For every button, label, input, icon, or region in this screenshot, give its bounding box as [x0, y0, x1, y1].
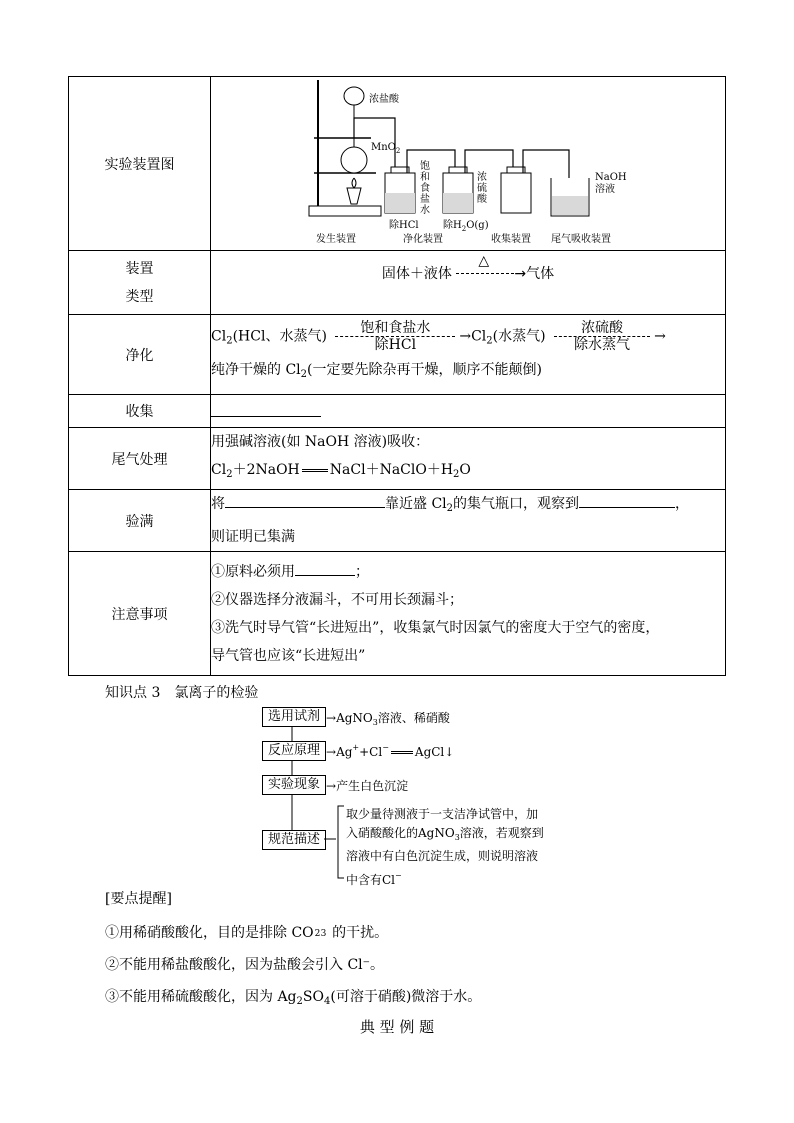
row-label-purify: 净化 [69, 315, 211, 395]
device-type-equation: 固体＋液体 △ →气体 [381, 253, 555, 282]
flow-phenomenon-text: →产生白色沉淀 [326, 779, 409, 793]
svg-text:酸: 酸 [477, 193, 487, 205]
apparatus-diagram [211, 78, 721, 250]
device-type-cell [211, 251, 726, 315]
svg-text:发生装置: 发生装置 [316, 233, 356, 245]
chlorine-prep-table [68, 76, 726, 676]
flow-description-text: 取少量待测液于一支洁净试管中，加 入硝酸酸化的AgNO$_3$溶液，若观察到 溶液中有白色沉淀生成，则说明溶液 中含有Cl− [346, 807, 544, 887]
flow-box-reaction: 反应原理 [262, 741, 326, 761]
row-label-apparatus: 实验装置图 [69, 77, 211, 251]
row-label-device-type: 装置 类型 [69, 251, 211, 315]
tail-cell: 用强碱溶液(如 NaOH 溶液)吸收： $Cl_2+2NaOH$ $NaCl+NaClO+H_2O$ [211, 428, 726, 490]
collect-cell [211, 395, 726, 428]
svg-text:除H2O(g): 除$H_2O(g)$ [443, 219, 489, 233]
row-label-check: 验满 [69, 490, 211, 552]
svg-text:收集装置: 收集装置 [491, 233, 531, 245]
flow-box-reagent: 选用试剂 [262, 707, 326, 727]
section-title-typical-examples: 典 型 例 题 [359, 1018, 435, 1036]
svg-text:硫: 硫 [477, 182, 487, 194]
round-flask [341, 147, 367, 173]
flow-box-phenomenon: 实验现象 [262, 775, 326, 795]
svg-text:食: 食 [420, 182, 430, 194]
svg-text:尾气吸收装置: 尾气吸收装置 [551, 233, 611, 245]
stand-base [309, 206, 381, 216]
check-blank-2[interactable] [579, 493, 675, 508]
separatory-funnel [344, 87, 364, 105]
flow-brace [324, 804, 348, 882]
svg-text:MnO2: MnO$_2$ [371, 141, 401, 155]
bottle-collection [501, 173, 531, 213]
tip-2: ②不能用稀盐酸酸化，因为盐酸会引入 Cl⁻。 [105, 957, 385, 973]
row-label-collect: 收集 [69, 395, 211, 428]
tip-1: ①用稀硝酸酸化，目的是排除 CO 2 3 的干扰。 [105, 925, 389, 941]
svg-text:浓: 浓 [477, 171, 487, 183]
notes-blank[interactable] [295, 561, 355, 576]
flow-box-description: 规范描述 [262, 830, 326, 850]
check-cell: 将 靠近盛 $Cl_2$的集气瓶口，观察到 ， 则证明已集满 [211, 490, 726, 552]
svg-text:净化装置: 净化装置 [403, 233, 443, 245]
purify-cell: $Cl_2(HCl$、水蒸气) 饱和食盐水 除HCl $\to Cl_2$(水蒸气) 浓硫酸 除水蒸气 → 纯净干燥的 $Cl_2$(一定要先除杂再干燥，顺序不能颠倒) [211, 315, 726, 395]
tips-heading: [要点提醒] [105, 891, 172, 907]
svg-text:和: 和 [420, 171, 430, 183]
row-label-tail: 尾气处理 [69, 428, 211, 490]
knowledge-title: 知识点 3 氯离子的检验 [105, 685, 259, 701]
label-conc-hcl: 浓盐酸 [369, 93, 399, 105]
svg-text:除HCl: 除HCl [389, 219, 419, 231]
alcohol-lamp [347, 188, 361, 204]
collect-blank[interactable] [211, 402, 321, 417]
flow-reaction-text: →Ag++Cl− AgCl↓ [326, 743, 455, 759]
apparatus-diagram-cell [211, 77, 726, 251]
svg-text:盐: 盐 [420, 193, 430, 205]
svg-text:水: 水 [420, 204, 430, 216]
row-label-notes: 注意事项 [69, 552, 211, 676]
check-blank-1[interactable] [225, 493, 385, 508]
svg-text:NaOH: NaOH [595, 171, 627, 183]
svg-text:溶液: 溶液 [595, 183, 615, 195]
notes-cell: ①原料必须用 ； ②仪器选择分液漏斗，不可用长颈漏斗； ③洗气时导气管“长进短出”，收集氯气时因氯气的密度大于空气的密度， 导气管也应该“长进短出” [211, 552, 726, 676]
svg-text:饱: 饱 [420, 160, 430, 172]
tip-3: ③不能用稀硫酸酸化，因为 $Ag_2SO_4$(可溶于硝酸)微溶于水。 [105, 989, 482, 1007]
flow-reagent-text: →AgNO$_3$溶液、稀硝酸 [326, 711, 450, 727]
